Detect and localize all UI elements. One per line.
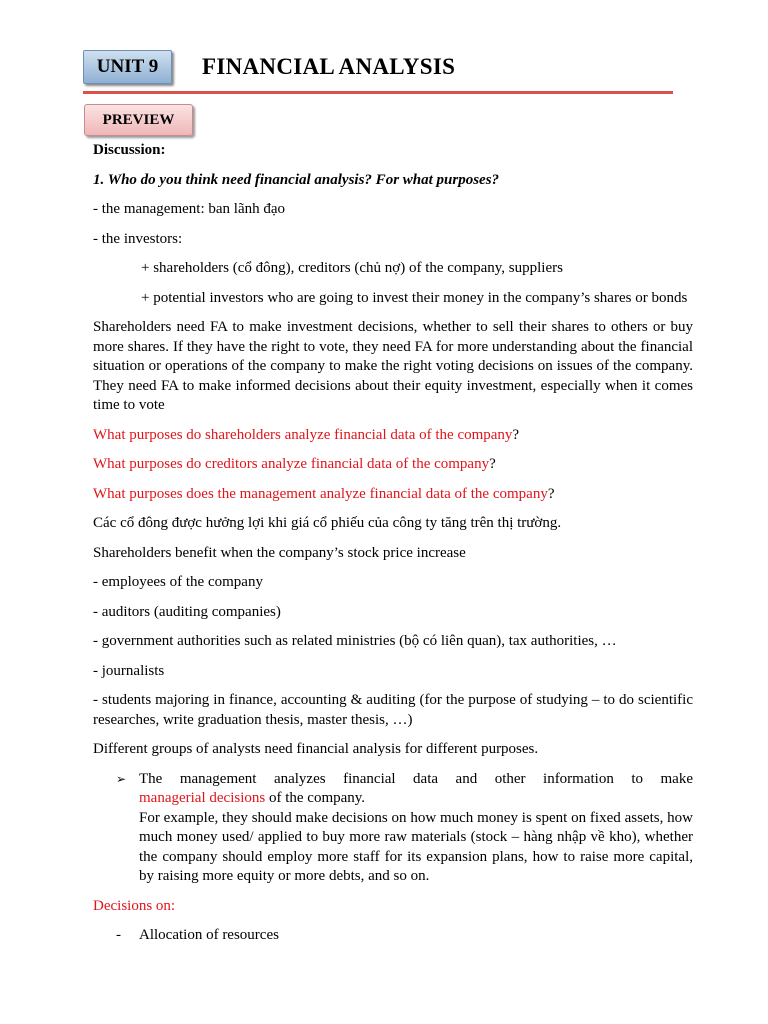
line-investors: - the investors: bbox=[93, 230, 183, 247]
bullet-lead bbox=[139, 770, 693, 790]
bullet-after-red: of the company. bbox=[265, 790, 366, 806]
unit-header bbox=[83, 50, 673, 96]
question-management bbox=[93, 485, 693, 505]
line-potential-investors: + potential investors who are going to invest their money in the company’s shares or bonds bbox=[141, 289, 688, 306]
discussion-question: 1. Who do you think need financial analysis? For what purposes? bbox=[93, 171, 500, 188]
decision-item-text: Allocation of resources bbox=[139, 927, 279, 943]
question-shareholders-text: What purposes do shareholders analyze financial data of the company bbox=[93, 426, 513, 443]
question-shareholders bbox=[93, 426, 693, 446]
document-body bbox=[93, 141, 693, 946]
bullet-lead-text: The management analyzes financial data and other information to make bbox=[139, 770, 693, 787]
bullet-management bbox=[93, 770, 693, 887]
dash-marker: - bbox=[116, 927, 121, 943]
bullet-example: For example, they should make decisions on how much money is spent on fixed assets, how much money used/ applied to buy more raw materials (stock – hàng nhập về kho), whether the company should employ more staff for its expansion plans, how to raise more capital, by raising more equity or more debts, and so on. bbox=[139, 809, 693, 884]
question-creditors-text: What purposes do creditors analyze financial data of the company bbox=[93, 456, 490, 472]
page-title: FINANCIAL ANALYSIS bbox=[202, 54, 456, 79]
unit-badge: UNIT 9 bbox=[83, 50, 172, 84]
bullet-red-line bbox=[139, 789, 693, 809]
line-employees: - employees of the company bbox=[93, 574, 263, 590]
decisions-label: Decisions on: bbox=[93, 897, 176, 914]
managerial-decisions-phrase: managerial decisions bbox=[139, 790, 266, 806]
question-creditors bbox=[93, 455, 693, 475]
preview-badge: PREVIEW bbox=[84, 104, 193, 136]
decision-item bbox=[93, 926, 693, 946]
question-management-text: What purposes does the management analyze financial data of the company bbox=[93, 485, 548, 502]
discussion-label: Discussion: bbox=[93, 142, 166, 158]
title-underline bbox=[83, 91, 673, 94]
line-government: - government authorities such as related ministries (bộ có liên quan), tax authorities, … bbox=[93, 633, 617, 649]
line-en-benefit: Shareholders benefit when the company’s stock price increase bbox=[93, 544, 466, 561]
line-analyst-groups: Different groups of analysts need financial analysis for different purposes. bbox=[93, 741, 539, 757]
paragraph-shareholders: Shareholders need FA to make investment decisions, whether to sell their shares to others or buy more shares. If they have the right to vote, they need FA for more understanding about the financial situation or operations of the company to make the right voting decisions on issues of the company. They need FA to make informed decisions about their equity investment, especially when it comes time to vote bbox=[93, 319, 693, 413]
line-students: - students majoring in finance, accounting & auditing (for the purpose of studying – to do scientific researches, write graduation thesis, master thesis, …) bbox=[93, 692, 693, 728]
question-mark: ? bbox=[547, 485, 555, 502]
line-shareholders: + shareholders (cổ đông), creditors (chủ nợ) of the company, suppliers bbox=[141, 260, 563, 276]
line-management: - the management: ban lãnh đạo bbox=[93, 201, 286, 217]
line-auditors: - auditors (auditing companies) bbox=[93, 603, 281, 620]
line-journalists: - journalists bbox=[93, 662, 165, 679]
line-vn-benefit: Các cổ đông được hưởng lợi khi giá cổ phiếu của công ty tăng trên thị trường. bbox=[93, 515, 562, 531]
question-mark: ? bbox=[512, 426, 520, 443]
arrow-bullet-icon: ➢ bbox=[116, 771, 127, 786]
question-mark: ? bbox=[489, 456, 496, 472]
